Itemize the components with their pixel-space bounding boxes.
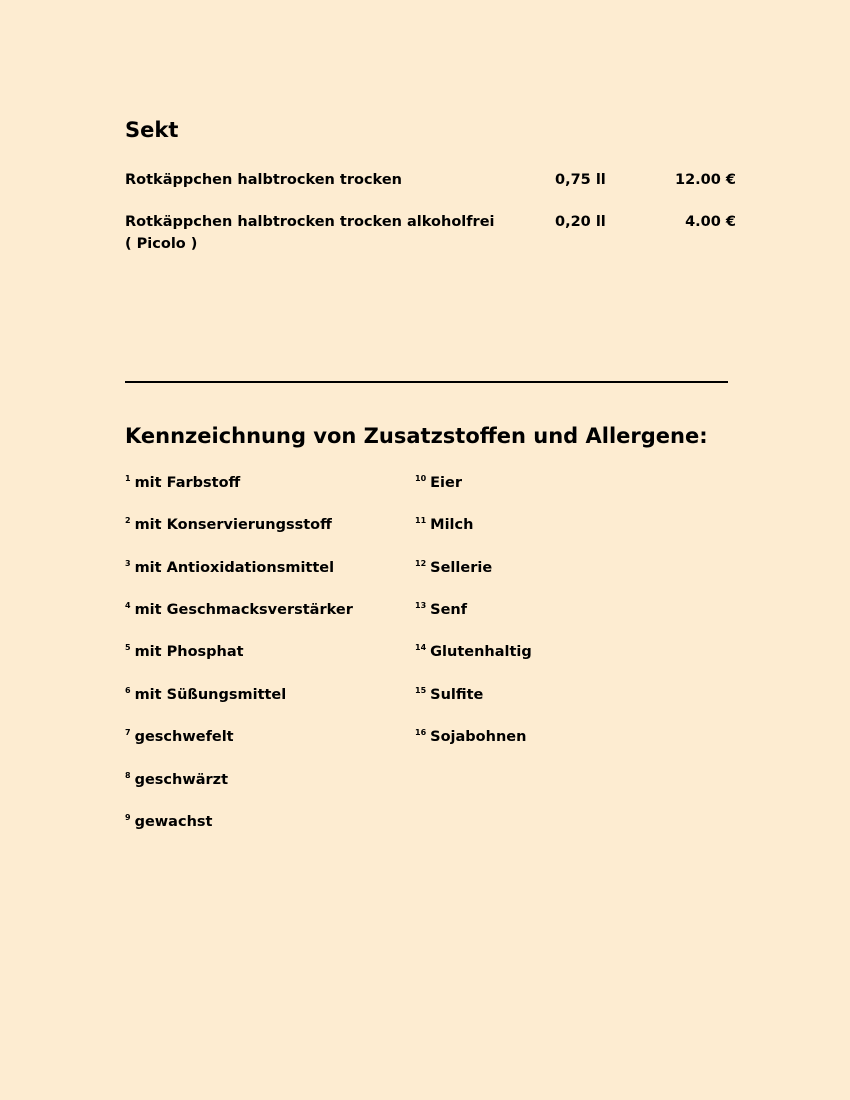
- allergen-label: geschwärzt: [134, 772, 229, 788]
- item-note: ( Picolo ): [125, 236, 198, 252]
- allergen-item: [125, 515, 332, 535]
- allergen-item: [125, 685, 286, 705]
- allergen-item: [415, 727, 526, 747]
- allergen-label: mit Konservierungsstoff: [134, 517, 332, 533]
- allergen-item: [415, 642, 532, 662]
- allergen-number: 12: [415, 559, 427, 568]
- allergen-label: mit Phosphat: [134, 644, 244, 660]
- item-volume: 0,20 ll: [555, 214, 606, 230]
- allergen-number: 3: [125, 559, 131, 568]
- allergen-label: Milch: [430, 517, 474, 533]
- allergen-label: mit Antioxidationsmittel: [134, 560, 335, 576]
- allergen-item: [125, 558, 334, 578]
- allergen-number: 16: [415, 728, 427, 737]
- allergen-item: [415, 558, 492, 578]
- allergen-label: Glutenhaltig: [430, 644, 532, 660]
- item-price: 4.00 €: [685, 214, 736, 230]
- section-title-sekt: Sekt: [125, 118, 179, 142]
- allergen-label: Senf: [430, 602, 468, 618]
- allergen-item: [125, 727, 234, 747]
- allergen-label: geschwefelt: [134, 729, 234, 745]
- allergen-item: [125, 770, 228, 790]
- allergen-item: [415, 473, 462, 493]
- allergen-label: mit Geschmacksverstärker: [134, 602, 353, 618]
- allergen-number: 14: [415, 643, 427, 652]
- allergen-number: 15: [415, 686, 427, 695]
- allergen-item: [125, 600, 353, 620]
- item-price: 12.00 €: [674, 172, 736, 188]
- allergen-item: [415, 515, 473, 535]
- allergen-number: 7: [125, 728, 131, 737]
- allergen-number: 13: [415, 601, 427, 610]
- allergen-number: 5: [125, 643, 131, 652]
- allergen-number: 2: [125, 516, 131, 525]
- allergen-item: [125, 812, 212, 832]
- allergen-label: Sellerie: [430, 560, 493, 576]
- section-divider: [125, 381, 728, 383]
- allergen-label: mit Süßungsmittel: [134, 687, 287, 703]
- item-volume: 0,75 ll: [555, 172, 606, 188]
- allergen-item: [125, 642, 244, 662]
- allergen-number: 6: [125, 686, 131, 695]
- allergen-label: mit Farbstoff: [134, 475, 241, 491]
- allergen-number: 10: [415, 474, 427, 483]
- item-name-block: [125, 211, 545, 255]
- allergen-number: 8: [125, 771, 131, 780]
- allergen-number: 11: [415, 516, 427, 525]
- allergen-label: gewachst: [134, 814, 213, 830]
- allergen-number: 4: [125, 601, 131, 610]
- allergen-label: Eier: [430, 475, 463, 491]
- allergen-item: [415, 685, 483, 705]
- allergen-number: 1: [125, 474, 131, 483]
- allergen-number: 9: [125, 813, 131, 822]
- allergen-item: [125, 473, 240, 493]
- allergen-label: Sulfite: [430, 687, 484, 703]
- allergen-label: Sojabohnen: [430, 729, 527, 745]
- section-title-allergens: Kennzeichnung von Zusatzstoffen und Allergene:: [125, 424, 708, 448]
- allergen-item: [415, 600, 467, 620]
- item-name: Rotkäppchen halbtrocken trocken: [125, 172, 402, 188]
- item-name: Rotkäppchen halbtrocken trocken alkoholfrei: [125, 214, 495, 230]
